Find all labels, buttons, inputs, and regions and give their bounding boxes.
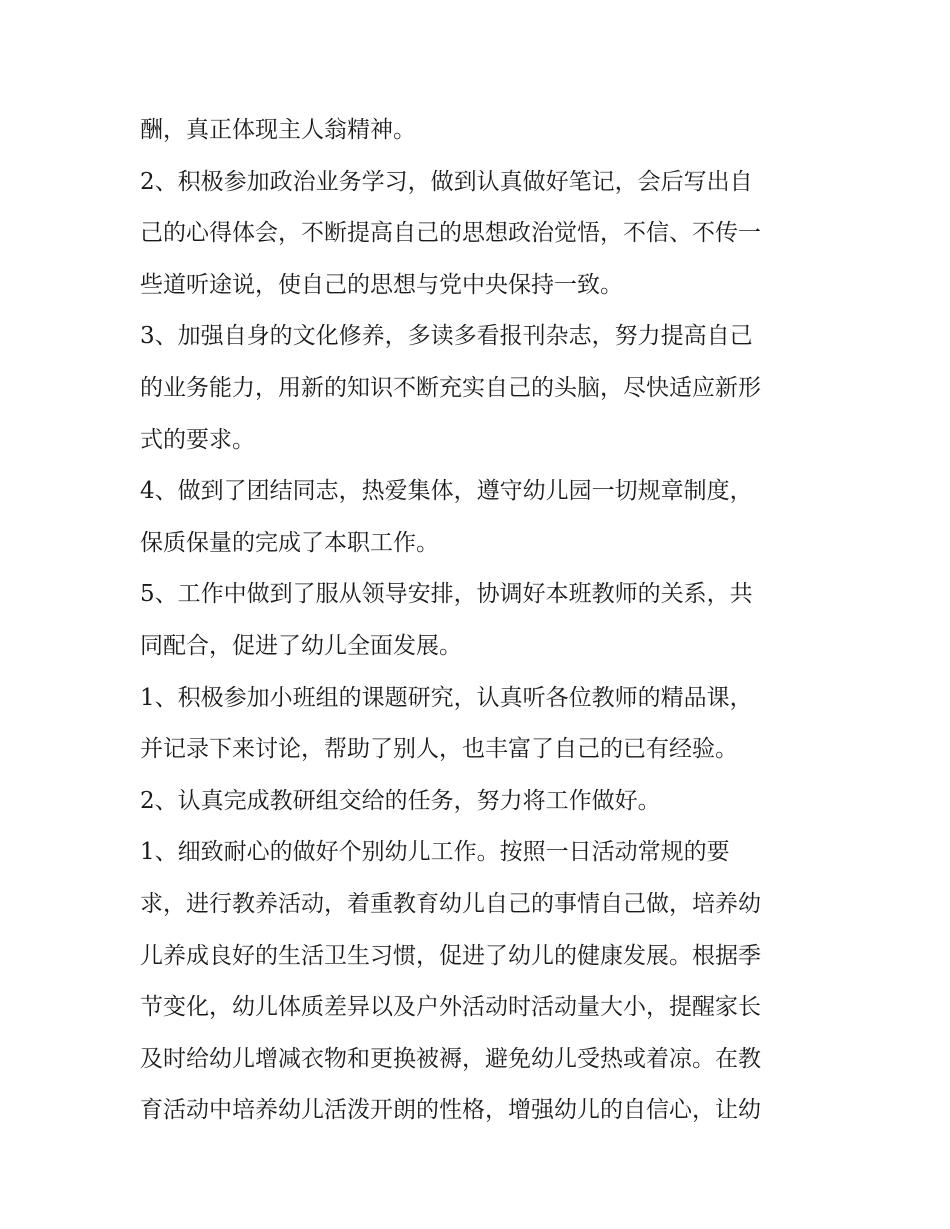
text-line: 1、细致耐心的做好个别幼儿工作。按照一日活动常规的要	[140, 839, 730, 866]
text-line: 1、积极参加小班组的课题研究，认真听各位教师的精品课，	[140, 684, 753, 711]
text-line: 的业务能力，用新的知识不断充实自己的头脑，尽快适应新形	[140, 374, 761, 401]
text-line: 节变化，幼儿体质差异以及户外活动时活动量大小，提醒家长	[140, 994, 761, 1021]
text-line: 式的要求。	[140, 426, 255, 453]
text-line: 酬，真正体现主人翁精神。	[140, 117, 416, 143]
text-line: 保质保量的完成了本职工作。	[140, 529, 439, 556]
text-line: 及时给幼儿增减衣物和更换被褥，避免幼儿受热或着凉。在教	[140, 1045, 761, 1072]
text-line: 2、认真完成教研组交给的任务，努力将工作做好。	[140, 787, 661, 814]
text-line: 求，进行教养活动，着重教育幼儿自己的事情自己做，培养幼	[140, 890, 761, 917]
text-line: 并记录下来讨论，帮助了别人，也丰富了自己的已有经验。	[140, 736, 738, 763]
document-body	[140, 105, 830, 1137]
text-line: 3、加强自身的文化修养，多读多看报刊杂志，努力提高自己	[140, 323, 753, 350]
text-line: 4、做到了团结同志，热爱集体，遵守幼儿园一切规章制度，	[140, 478, 753, 505]
text-line: 育活动中培养幼儿活泼开朗的性格，增强幼儿的自信心，让幼	[140, 1097, 761, 1124]
text-line: 2、积极参加政治业务学习，做到认真做好笔记，会后写出自	[140, 168, 753, 195]
text-line: 同配合，促进了幼儿全面发展。	[140, 632, 462, 659]
text-line: 己的心得体会，不断提高自己的思想政治觉悟，不信、不传一	[140, 220, 761, 247]
text-line: 5、工作中做到了服从领导安排，协调好本班教师的关系，共	[140, 581, 753, 608]
text-line: 些道听途说，使自己的思想与党中央保持一致。	[140, 271, 623, 298]
text-line: 儿养成良好的生活卫生习惯，促进了幼儿的健康发展。根据季	[140, 942, 761, 969]
